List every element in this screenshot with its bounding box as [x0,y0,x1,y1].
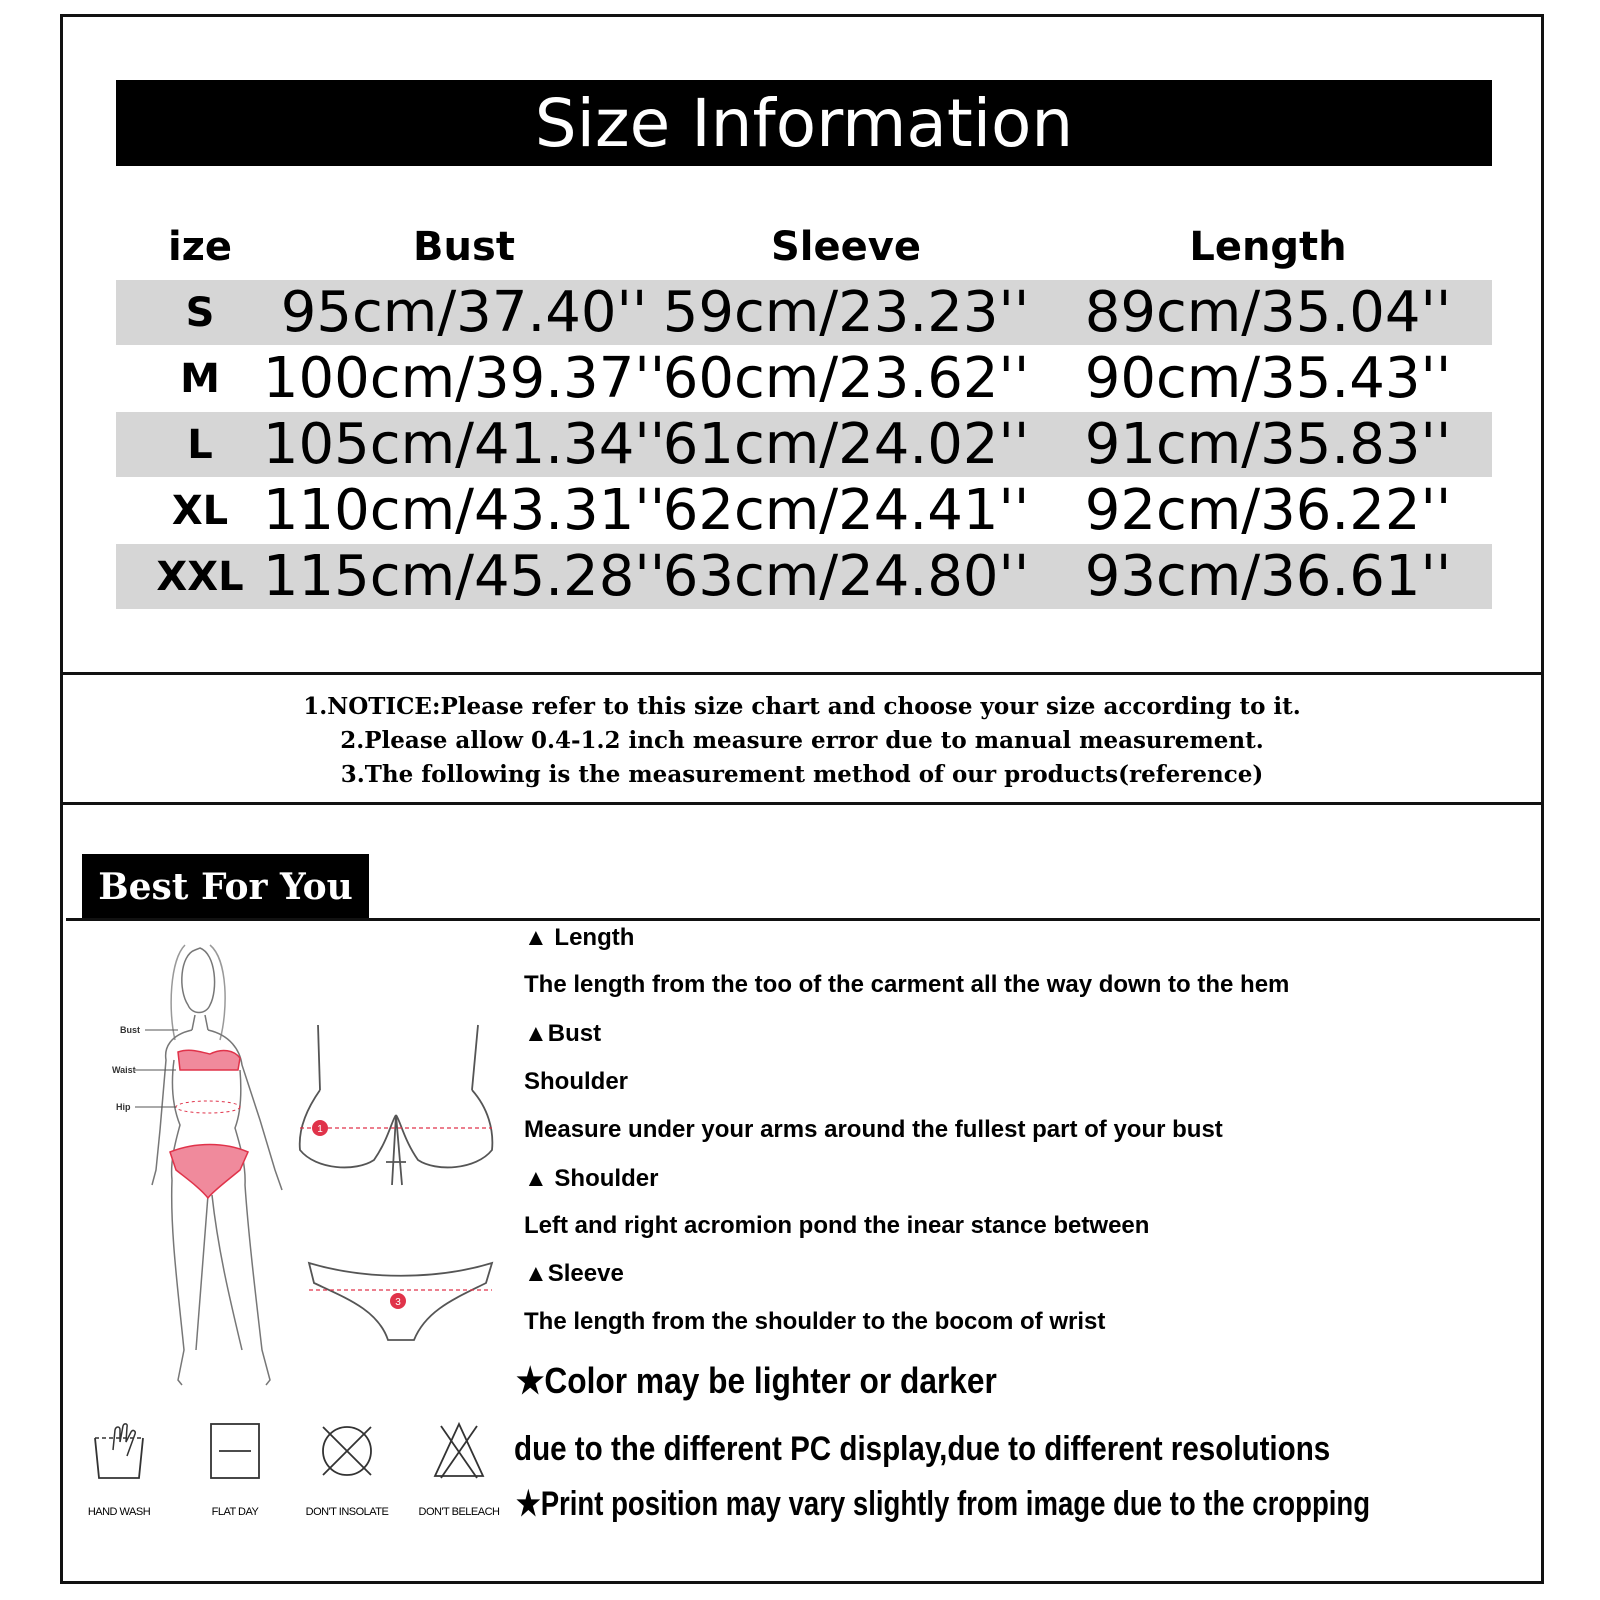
care-label: DON'T INSOLATE [305,1506,389,1518]
sleeve-cell: 60cm/23.62'' [662,346,1030,411]
header-length: Length [1189,224,1347,270]
label-hip: Hip [116,1102,131,1112]
notice-line-2: 2.Please allow 0.4-1.2 inch measure error due to manual measurement. [340,727,1264,754]
bust-cell: 110cm/43.31'' [262,478,666,543]
care-item-do-not-insolate [292,1420,402,1518]
marker-1: 1 [317,1124,323,1135]
sleeve-cell: 59cm/23.23'' [662,280,1030,345]
care-item-flat-dry [180,1420,290,1518]
sleeve-cell: 62cm/24.41'' [662,478,1030,543]
best-for-you-underline [66,918,1540,921]
table-row [116,478,1492,543]
best-for-you-tab: Best For You [82,854,369,920]
care-label: DON'T BELEACH [418,1506,500,1518]
shoulder-heading: ▲ Shoulder [524,1165,659,1192]
size-cell: S [185,289,215,336]
bust-description: Measure under your arms around the fullest part of your bust [524,1116,1223,1143]
bikini-bottom-diagram [306,1258,496,1346]
header-bust: Bust [413,224,515,270]
flat-dry-icon [205,1420,265,1482]
notice-line-3: 3.The following is the measurement method of our products(reference) [340,761,1264,788]
header-sleeve: Sleeve [771,224,921,270]
care-item-hand-wash [64,1420,174,1518]
sleeve-cell: 61cm/24.02'' [662,412,1030,477]
page-title: Size Information [116,80,1492,166]
table-row [116,346,1492,411]
bust-cell: 95cm/37.40'' [280,280,648,345]
size-cell: XXL [156,553,244,600]
table-row [116,544,1492,609]
length-cell: 89cm/35.04'' [1084,280,1452,345]
care-label: HAND WASH [87,1506,151,1518]
marker-3: 3 [395,1297,401,1308]
size-cell: XL [171,487,229,534]
length-description: The length from the too of the carment all the way down to the hem [524,971,1290,998]
color-note: ★Color may be lighter or darker [516,1360,997,1401]
size-cell: L [187,421,213,468]
care-item-do-not-bleach [404,1420,514,1518]
do-not-bleach-icon [429,1420,489,1482]
bust-heading: ▲Bust [524,1020,602,1047]
do-not-insolate-icon [317,1420,377,1482]
size-cell: M [180,355,220,402]
length-cell: 90cm/35.43'' [1084,346,1452,411]
length-heading: ▲ Length [524,924,635,951]
sleeve-cell: 63cm/24.80'' [662,544,1030,609]
header-size: ize [167,224,233,270]
model-figure-illustration [100,930,310,1410]
label-bust: Bust [120,1025,140,1035]
table-row [116,412,1492,477]
divider [60,672,1544,675]
sleeve-description: The length from the shoulder to the bocom of wrist [524,1308,1106,1335]
length-cell: 92cm/36.22'' [1084,478,1452,543]
shoulder-description: Left and right acromion pond the inear stance between [524,1212,1150,1239]
hand-wash-icon [89,1420,149,1482]
notice-block [62,690,1542,792]
table-row [116,280,1492,345]
bust-cell: 100cm/39.37'' [262,346,666,411]
length-cell: 93cm/36.61'' [1084,544,1452,609]
bust-cell: 105cm/41.34'' [262,412,666,477]
sleeve-heading: ▲Sleeve [524,1260,624,1287]
length-cell: 91cm/35.83'' [1084,412,1452,477]
display-note: due to the different PC display,due to different resolutions [514,1430,1331,1468]
shoulder-subheading: Shoulder [524,1068,629,1095]
bra-diagram [296,1020,506,1210]
print-note: ★Print position may vary slightly from image due to the cropping [516,1485,1371,1523]
bust-cell: 115cm/45.28'' [262,544,666,609]
divider [60,802,1544,805]
label-waist: Waist [112,1065,136,1075]
size-table-header [116,218,1492,276]
notice-line-1: 1.NOTICE:Please refer to this size chart and choose your size according to it. [303,693,1301,720]
care-label: FLAT DAY [211,1506,259,1518]
